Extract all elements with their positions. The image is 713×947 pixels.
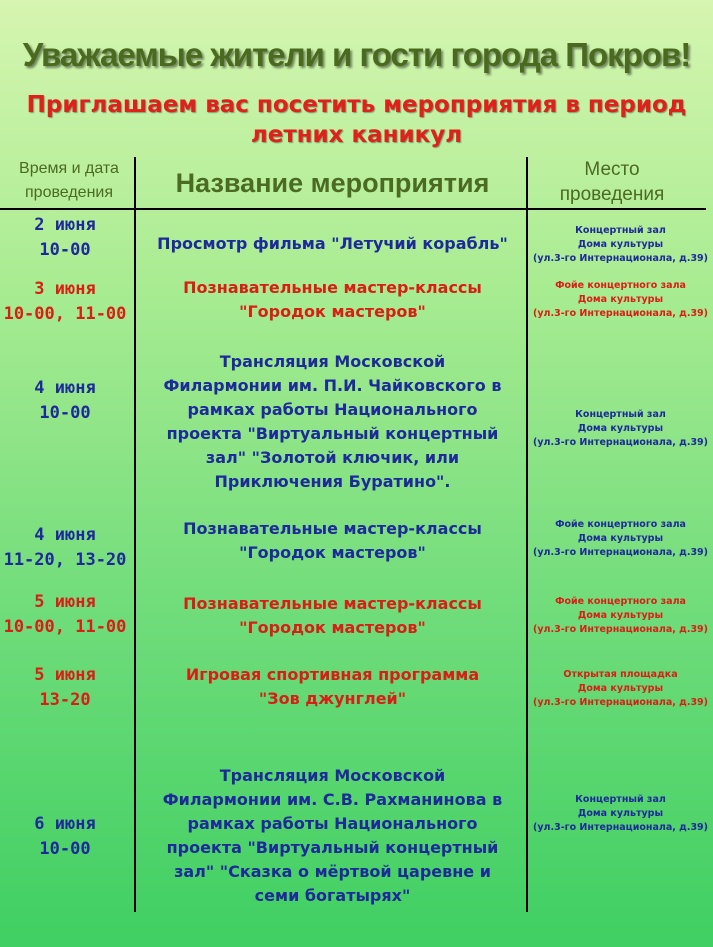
event-date — [0, 812, 130, 862]
event-name-line: Познавательные мастер-классы — [183, 519, 482, 538]
event-name-line: "Зов джунглей" — [258, 689, 407, 708]
event-place-line: Дома культуры — [577, 533, 664, 544]
event-name — [140, 232, 525, 256]
event-place-line: Концертный зал — [575, 794, 666, 805]
subtitle-line: Приглашаем вас посетить мероприятия в период — [26, 92, 687, 118]
event-place — [528, 224, 713, 266]
event-date — [0, 663, 130, 713]
event-date-line: 10-00, 11-00 — [3, 617, 127, 637]
event-date-line: 10-00 — [39, 839, 91, 859]
event-name-line: "Городок мастеров" — [239, 618, 426, 637]
event-date — [0, 523, 130, 573]
event-name-line: проекта "Виртуальный концертный — [166, 424, 499, 443]
subtitle-line: летних каникул — [250, 122, 463, 148]
event-place — [528, 518, 713, 560]
event-name-line: Просмотр фильма "Летучий корабль" — [157, 234, 508, 253]
event-place-line: Фойе концертного зала — [555, 596, 686, 607]
event-date-line: 6 июня — [34, 814, 96, 834]
event-date-line: 11-20, 13-20 — [3, 550, 127, 570]
event-place-line: (ул.3-го Интернационала, д.39) — [532, 624, 709, 635]
event-date — [0, 590, 130, 640]
header-divider — [0, 208, 706, 210]
event-date — [0, 376, 130, 426]
column-header-date: Время и дата проведения — [19, 160, 119, 201]
event-name — [140, 663, 525, 711]
event-name — [140, 592, 525, 640]
event-name-line: проекта "Виртуальный концертный — [166, 838, 499, 857]
event-place-line: (ул.3-го Интернационала, д.39) — [532, 437, 709, 448]
event-name — [140, 276, 525, 324]
event-place-line: Концертный зал — [575, 225, 666, 236]
event-place-line: Дома культуры — [577, 294, 664, 305]
event-place — [528, 279, 713, 321]
event-name-line: Приключения Буратино". — [214, 472, 451, 491]
event-place-line: (ул.3-го Интернационала, д.39) — [532, 253, 709, 264]
event-place-line: (ул.3-го Интернационала, д.39) — [532, 697, 709, 708]
event-name-line: Филармонии им. П.И. Чайковского в — [163, 376, 502, 395]
event-place-line: (ул.3-го Интернационала, д.39) — [532, 308, 709, 319]
event-date-line: 5 июня — [34, 665, 96, 685]
event-name — [140, 517, 525, 565]
event-date-line: 3 июня — [34, 279, 96, 299]
event-name-line: зал" "Сказка о мёртвой царевне и — [174, 862, 491, 881]
page-title: Уважаемые жители и гости города Покров! — [22, 36, 691, 73]
event-place-line: Дома культуры — [577, 683, 664, 694]
event-date-line: 5 июня — [34, 592, 96, 612]
event-date-line: 13-20 — [39, 690, 91, 710]
event-name-line: "Городок мастеров" — [239, 302, 426, 321]
event-name-line: семи богатырях" — [254, 886, 411, 905]
event-name — [140, 764, 525, 908]
event-name-line: Трансляция Московской — [219, 352, 446, 371]
event-date-line: 4 июня — [34, 525, 96, 545]
event-date — [0, 213, 130, 263]
event-date-line: 10-00 — [39, 403, 91, 423]
event-name-line: "Городок мастеров" — [239, 543, 426, 562]
event-name-line: зал" "Золотой ключик, или — [205, 448, 460, 467]
event-place-line: Фойе концертного зала — [555, 519, 686, 530]
event-name-line: Познавательные мастер-классы — [183, 594, 482, 613]
event-place — [528, 408, 713, 450]
event-place-line: Дома культуры — [577, 610, 664, 621]
event-name-line: рамках работы Национального — [187, 400, 478, 419]
event-place — [528, 793, 713, 835]
event-place-line: Дома культуры — [577, 423, 664, 434]
column-header-name: Название мероприятия — [175, 168, 490, 198]
event-place-line: (ул.3-го Интернационала, д.39) — [532, 547, 709, 558]
column-divider-left — [134, 157, 136, 912]
event-date-line: 10-00 — [39, 240, 91, 260]
event-place — [528, 668, 713, 710]
event-date — [0, 277, 130, 327]
event-name-line: Познавательные мастер-классы — [183, 278, 482, 297]
event-name-line: Трансляция Московской — [219, 766, 446, 785]
column-header-place: Место проведения — [559, 159, 665, 205]
event-place-line: Дома культуры — [577, 808, 664, 819]
event-name — [140, 350, 525, 494]
event-place-line: (ул.3-го Интернационала, д.39) — [532, 822, 709, 833]
event-date-line: 4 июня — [34, 378, 96, 398]
event-name-line: Игровая спортивная программа — [185, 665, 480, 684]
event-place-line: Дома культуры — [577, 239, 664, 250]
event-date-line: 2 июня — [34, 215, 96, 235]
event-name-line: рамках работы Национального — [187, 814, 478, 833]
event-place-line: Фойе концертного зала — [555, 280, 686, 291]
event-place-line: Открытая площадка — [563, 669, 678, 680]
event-place — [528, 595, 713, 637]
page-subtitle — [0, 90, 713, 150]
event-place-line: Концертный зал — [575, 409, 666, 420]
event-name-line: Филармонии им. С.В. Рахманинова в — [162, 790, 503, 809]
event-date-line: 10-00, 11-00 — [3, 304, 127, 324]
